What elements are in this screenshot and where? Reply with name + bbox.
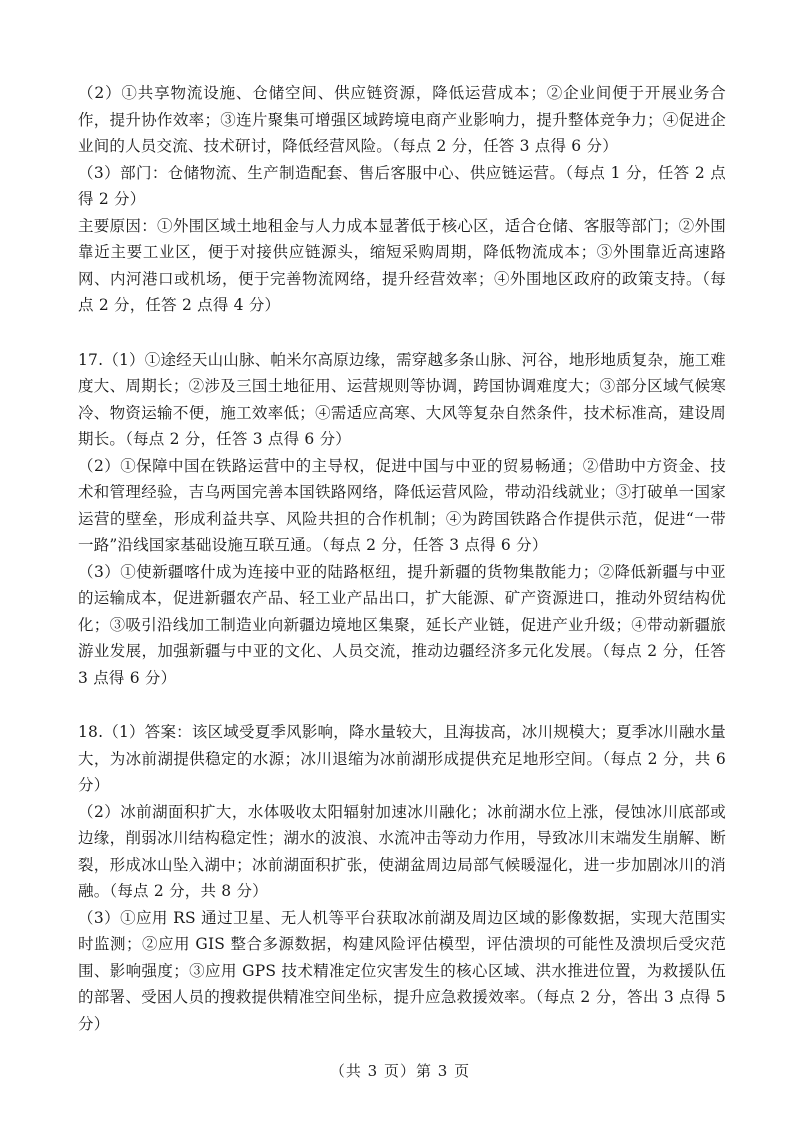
answer-17-1: 17.（1）①途经天山山脉、帕米尔高原边缘，需穿越多条山脉、河谷，地形地质复杂，施工难度大、周期长；②涉及三国土地征用、运营规则等协调，跨国协调难度大；③部分区域气候寒冷、物资运输不便，施工效率低；④需适应高寒、大风等复杂自然条件，技术标准高，建设周期长。（每点 2 分，任答 3 点得 6 分） bbox=[78, 350, 726, 448]
page-footer: （共 3 页）第 3 页 bbox=[329, 1062, 471, 1080]
answer-16-2: （2）①共享物流设施、仓储空间、供应链资源，降低运营成本；②企业间便于开展业务合作，提升协作效率；③连片聚集可增强区域跨境电商产业影响力，提升整体竞争力；④促进企业间的人员交流、技术研讨，降低经营风险。（每点 2 分，任答 3 点得 6 分） bbox=[78, 84, 726, 155]
answer-page bbox=[78, 80, 726, 1037]
answer-17-3: （3）①使新疆喀什成为连接中亚的陆路枢纽，提升新疆的货物集散能力；②降低新疆与中亚的运输成本，促进新疆农产品、轻工业产品出口，扩大能源、矿产资源进口，推动外贸结构优化；③吸引沿线加工制造业向新疆边境地区集聚，延长产业链，促进产业升级；④带动新疆旅游业发展，加强新疆与中亚的文化、人员交流，推动边疆经济多元化发展。（每点 2 分，任答 3 点得 6 分） bbox=[78, 562, 726, 687]
section-gap bbox=[78, 319, 726, 347]
answer-16-3-departments: （3）部门：仓储物流、生产制造配套、售后客服中心、供应链运营。（每点 1 分，任答 2 点得 2 分） bbox=[78, 163, 726, 208]
answer-18-3: （3）①应用 RS 通过卫星、无人机等平台获取冰前湖及周边区域的影像数据，实现大范围实时监测；②应用 GIS 整合多源数据，构建风险评估模型，评估溃坝的可能性及溃坝后受灾范围、影响强度；③应用 GPS 技术精准定位灾害发生的核心区域、洪水推进位置，为救援队伍的部署、受困人员的搜救提供精准空间坐标，提升应急救援效率。（每点 2 分，答出 3 点得 5 分） bbox=[78, 908, 726, 1033]
section-gap bbox=[78, 691, 726, 719]
answer-18-1: 18.（1）答案：该区域受夏季风影响，降水量较大，且海拔高，冰川规模大；夏季冰川融水量大，为冰前湖提供稳定的水源；冰川退缩为冰前湖形成提供充足地形空间。（每点 2 分，共 6 分） bbox=[78, 723, 726, 794]
answer-17-2: （2）①保障中国在铁路运营中的主导权，促进中国与中亚的贸易畅通；②借助中方资金、技术和管理经验，吉乌两国完善本国铁路网络，降低运营风险，带动沿线就业；③打破单一国家运营的壁垒，形成利益共享、风险共担的合作机制；④为跨国铁路合作提供示范，促进“一带一路”沿线国家基础设施互联互通。（每点 2 分，任答 3 点得 6 分） bbox=[78, 456, 726, 554]
answer-16-3-reasons: 主要原因：①外围区域土地租金与人力成本显著低于核心区，适合仓储、客服等部门；②外围靠近主要工业区，便于对接供应链源头，缩短采购周期，降低物流成本；③外围靠近高速路网、内河港口或机场，便于完善物流网络，提升经营效率；④外围地区政府的政策支持。（每点 2 分，任答 2 点得 4 分） bbox=[78, 216, 726, 314]
answer-18-2: （2）冰前湖面积扩大，水体吸收太阳辐射加速冰川融化；冰前湖水位上涨，侵蚀冰川底部或边缘，削弱冰川结构稳定性；湖水的波浪、水流冲击等动力作用，导致冰川末端发生崩解、断裂，形成冰山坠入湖中；冰前湖面积扩张，使湖盆周边局部气候暖湿化，进一步加剧冰川的消融。（每点 2 分，共 8 分） bbox=[78, 802, 726, 900]
